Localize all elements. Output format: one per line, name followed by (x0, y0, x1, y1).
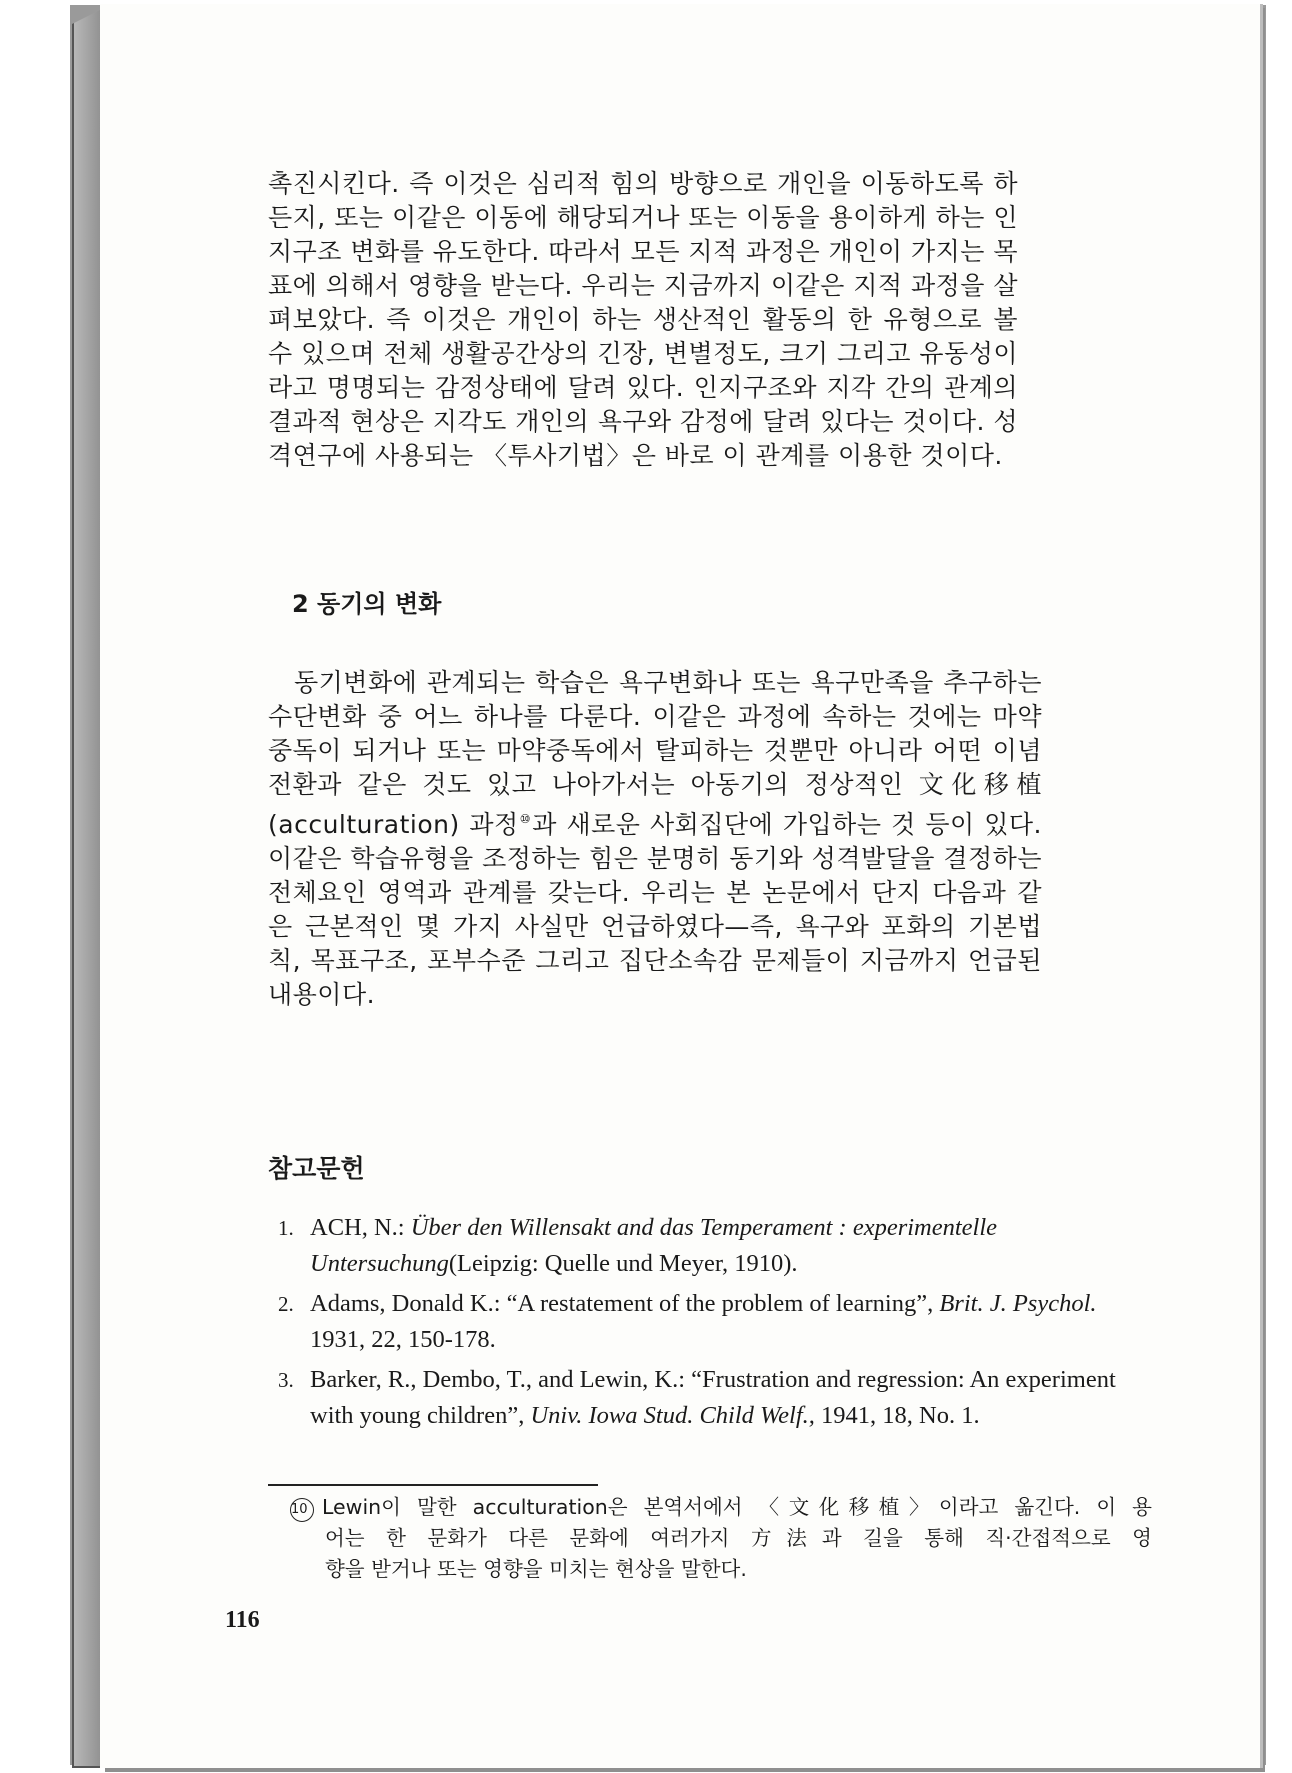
text-line: 라고 명명되는 감정상태에 달려 있다. 인지구조와 지각 간의 관계의 (268, 373, 1019, 402)
text-segment: 과 새로운 사회집단에 가입하는 것 등이 있다. (532, 810, 1042, 839)
section-heading: 2 동기의 변화 (292, 590, 442, 618)
text-line: 동기변화에 관계되는 학습은 욕구변화나 또는 욕구만족을 추구하는 (294, 668, 1042, 697)
footnote-body (290, 1492, 1152, 1585)
text-line: 결과적 현상은 지각도 개인의 욕구와 감정에 달려 있다는 것이다. 성 (268, 407, 1019, 436)
text-line: 든지, 또는 이같은 이동에 해당되거나 또는 이동을 용이하게 하는 인 (268, 203, 1019, 232)
book-page (100, 4, 1260, 1768)
reference-segment: 1931, 22, 150-178. (310, 1326, 496, 1353)
reference-number: 2. (278, 1292, 294, 1316)
text-line-with-footnote-ref (268, 802, 1042, 842)
text-line: 지구조 변화를 유도한다. 따라서 모든 지적 과정은 개인이 가지는 목 (268, 237, 1019, 266)
footnote-line (290, 1492, 1152, 1523)
reference-item (268, 1286, 1152, 1358)
reference-journal: Univ. Iowa Stud. Child Welf., (530, 1402, 815, 1429)
body-paragraph-1 (268, 167, 1018, 473)
references-list (268, 1210, 1152, 1438)
footnote-line: 어는 한 문화가 다른 문화에 여러가지 方法과 길을 통해 직·간접적으로 영 (325, 1526, 1152, 1550)
reference-text (310, 1290, 1097, 1353)
text-line: 전체요인 영역과 관계를 갖는다. 우리는 본 논문에서 단지 다음과 같 (268, 878, 1042, 907)
text-line: 수 있으며 전체 생활공간상의 긴장, 변별정도, 크기 그리고 유동성이 (268, 339, 1019, 368)
text-line: 수단변화 중 어느 하나를 다룬다. 이같은 과정에 속하는 것에는 마약 (268, 702, 1042, 731)
reference-text (310, 1366, 1116, 1429)
reference-segment: Adams, Donald K.: “A restatement of the problem of learning”, (310, 1290, 940, 1317)
reference-segment: ACH, N.: (310, 1214, 411, 1241)
reference-number: 3. (278, 1368, 294, 1392)
reference-item (268, 1210, 1152, 1282)
text-line: 펴보았다. 즉 이것은 개인이 하는 생산적인 활동의 한 유형으로 볼 (268, 305, 1019, 334)
text-line: 전환과 같은 것도 있고 나아가서는 아동기의 정상적인 文化移植 (268, 770, 1042, 799)
reference-title: Über den Willensakt and das Temperament : experimentelle Untersuchung (310, 1214, 998, 1277)
reference-segment: (Leipzig: Quelle und Meyer, 1910). (448, 1250, 798, 1277)
reference-number: 1. (278, 1216, 294, 1240)
text-line: 칙, 목표구조, 포부수준 그리고 집단소속감 문제들이 지금까지 언급된 (268, 946, 1042, 975)
reference-journal: Brit. J. Psychol. (939, 1290, 1097, 1317)
text-line: 은 근본적인 몇 가지 사실만 언급하였다—즉, 욕구와 포화의 기본법 (268, 912, 1042, 941)
footnote-marker: 10 (290, 1498, 314, 1522)
references-heading: 참고문헌 (268, 1154, 365, 1183)
text-line: 촉진시킨다. 즉 이것은 심리적 힘의 방향으로 개인을 이동하도록 하 (268, 169, 1019, 198)
footnote-reference[interactable]: ⑩ (518, 812, 533, 826)
footnote-line: 향을 받거나 또는 영향을 미치는 현상을 말한다. (325, 1557, 747, 1581)
text-segment: (acculturation) 과정 (268, 810, 519, 839)
reference-text (310, 1214, 997, 1277)
body-paragraph-2 (268, 666, 1042, 1012)
reference-segment: 1941, 18, No. 1. (814, 1402, 980, 1429)
text-line: 표에 의해서 영향을 받는다. 우리는 지금까지 이같은 지적 과정을 살 (268, 271, 1019, 300)
reference-segment: Barker, R., Dembo, T., and Lewin, K.: “Frustration and regression: An experiment with young children”, (310, 1366, 1116, 1429)
footnote-divider (268, 1484, 598, 1486)
text-line: 격연구에 사용되는 〈투사기법〉은 바로 이 관계를 이용한 것이다. (268, 441, 1003, 470)
footnote-text: Lewin이 말한 acculturation은 본역서에서 〈文化移植〉이라고 옮긴다. 이 용 (322, 1495, 1152, 1519)
text-line: 내용이다. (268, 980, 376, 1009)
reference-item (268, 1362, 1152, 1434)
text-line: 이같은 학습유형을 조정하는 힘은 분명히 동기와 성격발달을 결정하는 (268, 844, 1042, 873)
page-number: 116 (225, 1607, 260, 1633)
text-line: 중독이 되거나 또는 마약중독에서 탈피하는 것뿐만 아니라 어떤 이념 (268, 736, 1042, 765)
